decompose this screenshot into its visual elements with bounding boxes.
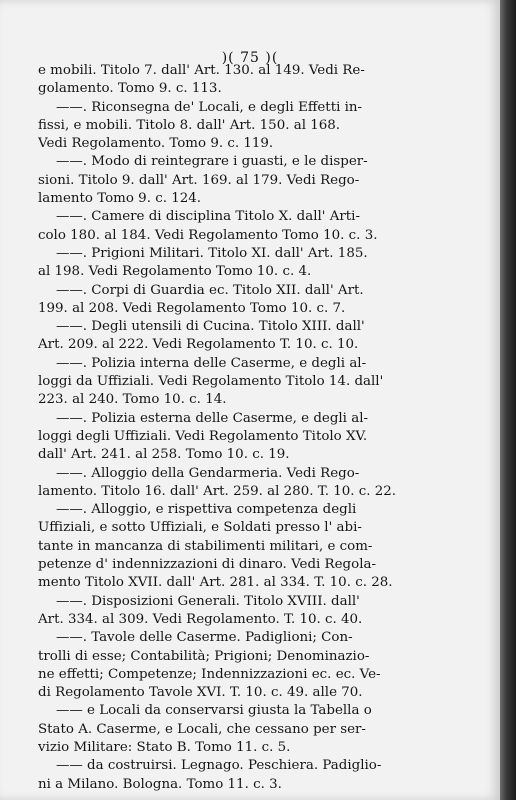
text-line: 199. al 208. Vedi Regolamento Tomo 10. c. 7. (38, 300, 346, 316)
page-number: )( 75 )( (221, 50, 279, 66)
text-line: ne effetti; Competenze; Indennizzazioni ec. ec. Ve- (38, 666, 381, 682)
text-line: Art. 209. al 222. Vedi Regolamento T. 10. c. 10. (38, 337, 359, 353)
text-line: tante in mancanza di stabilimenti militari, e com- (38, 538, 373, 554)
text-line: petenze d' indennizzazioni di dinaro. Vedi Regola- (38, 557, 376, 573)
text-line: lamento. Titolo 16. dall' Art. 259. al 280. T. 10. c. 22. (38, 483, 397, 499)
text-line: trolli di esse; Contabilità; Prigioni; Denominazio- (38, 648, 370, 664)
text-line: lamento Tomo 9. c. 124. (38, 191, 202, 207)
text-line: —— da costruirsi. Legnago. Peschiera. Padiglio- (56, 758, 382, 774)
text-line: ——. Modo di reintegrare i guasti, e le disper- (56, 154, 368, 170)
text-line: Art. 334. al 309. Vedi Regolamento. T. 10. c. 40. (38, 611, 363, 627)
text-line: fissi, e mobili. Titolo 8. dall' Art. 150. al 168. (38, 117, 341, 133)
text-line: ——. Alloggio della Gendarmeria. Vedi Rego- (56, 465, 360, 481)
text-line: ——. Tavole delle Caserme. Padiglioni; Con- (56, 630, 353, 646)
text-line: ni a Milano. Bologna. Tomo 11. c. 3. (38, 776, 282, 792)
text-line: sioni. Titolo 9. dall' Art. 169. al 179. Vedi Rego- (38, 172, 360, 188)
text-line: loggi degli Uffiziali. Vedi Regolamento Titolo XV. (38, 428, 368, 444)
text-line: al 198. Vedi Regolamento Tomo 10. c. 4. (38, 264, 312, 280)
text-line: golamento. Tomo 9. c. 113. (38, 81, 222, 97)
text-line: ——. Alloggio, e rispettiva competenza degli (56, 502, 357, 518)
text-line: vizio Militare: Stato B. Tomo 11. c. 5. (38, 739, 291, 755)
text-line: ——. Degli utensili di Cucina. Titolo XIII. dall' (56, 319, 365, 335)
text-line: ——. Polizia esterna delle Caserme, e degli al- (56, 410, 368, 426)
page-text (38, 62, 462, 794)
text-line: —— e Locali da conservarsi giusta la Tabella o (56, 703, 372, 719)
text-line: e mobili. Titolo 7. dall' Art. 130. al 149. Vedi Re- (38, 63, 365, 78)
text-line: ——. Polizia interna delle Caserme, e degli al- (56, 355, 367, 371)
text-line: colo 180. al 184. Vedi Regolamento Tomo 10. c. 3. (38, 227, 378, 243)
text-line: ——. Prigioni Militari. Titolo XI. dall' Art. 185. (56, 245, 368, 261)
text-line: dall' Art. 241. al 258. Tomo 10. c. 19. (38, 447, 290, 463)
text-line: ——. Riconsegna de' Locali, e degli Effetti in- (56, 99, 363, 115)
text-line: Uffiziali, e sotto Uffiziali, e Soldati presso l' abi- (38, 520, 362, 536)
text-line: ——. Corpi di Guardia ec. Titolo XII. dall' Art. (56, 282, 364, 298)
text-line: mento Titolo XVII. dall' Art. 281. al 334. T. 10. c. 28. (38, 575, 393, 591)
text-line: loggi da Uffiziali. Vedi Regolamento Titolo 14. dall' (38, 374, 384, 390)
text-line: ——. Camere di disciplina Titolo X. dall' Arti- (56, 209, 360, 225)
text-line: di Regolamento Tavole XVI. T. 10. c. 49. alle 70. (38, 685, 363, 701)
text-line: ——. Disposizioni Generali. Titolo XVIII. dall' (56, 593, 360, 609)
text-line: Stato A. Caserme, e Locali, che cessano per ser- (38, 721, 366, 737)
text-line: 223. al 240. Tomo 10. c. 14. (38, 392, 227, 408)
text-line: Vedi Regolamento. Tomo 9. c. 119. (38, 136, 274, 152)
book-gutter (500, 0, 516, 800)
